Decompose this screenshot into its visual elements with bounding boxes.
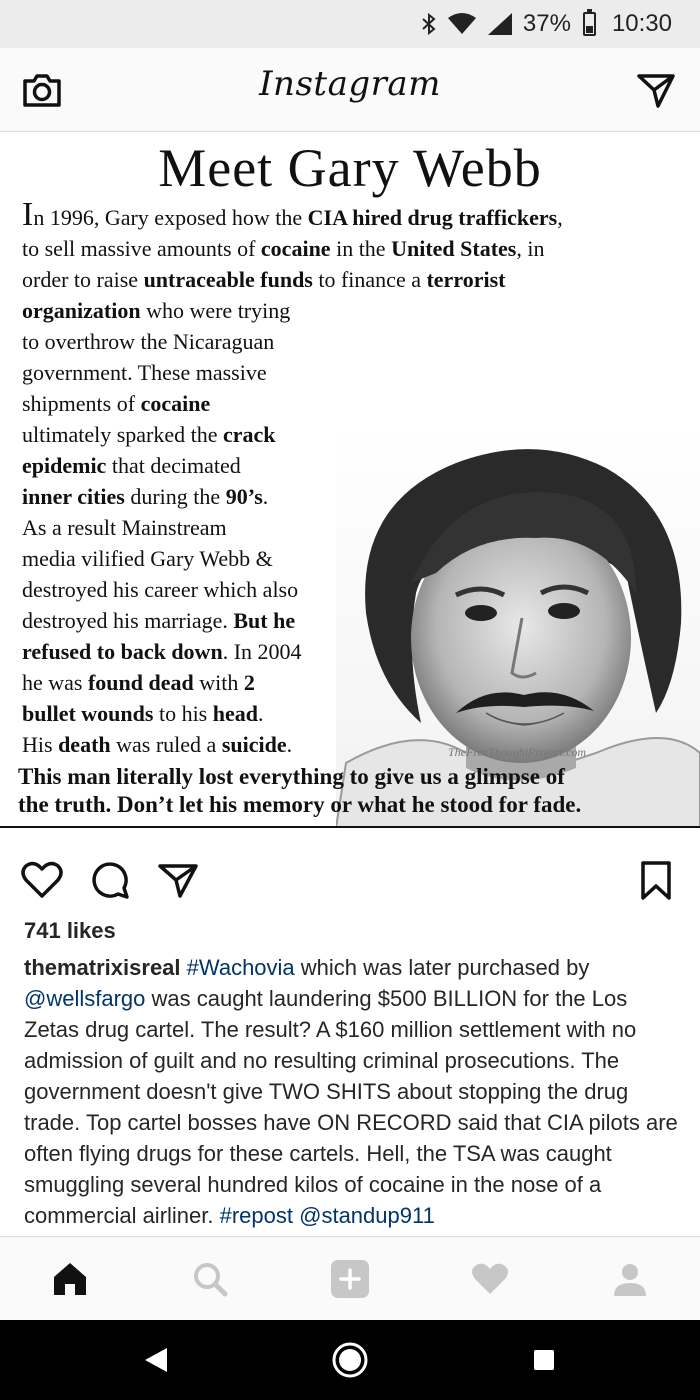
share-icon: [156, 858, 200, 902]
direct-message-button[interactable]: [636, 70, 676, 110]
nav-add[interactable]: [326, 1255, 374, 1303]
post-actions: [0, 850, 700, 906]
meme-body-line: His death was ruled a suicide.: [22, 732, 293, 757]
meme-body-line: destroyed his career which also: [22, 577, 299, 602]
heart-icon: [20, 858, 64, 902]
instagram-logo: Instagram: [259, 64, 441, 104]
meme-body-line: bullet wounds to his head.: [22, 701, 264, 726]
bookmark-button[interactable]: [634, 858, 678, 902]
home-circle-icon: [330, 1340, 370, 1380]
meme-body-line: to overthrow the Nicaraguan: [22, 329, 275, 354]
status-bar: [0, 0, 700, 48]
meme-body-line: shipments of cocaine: [22, 391, 211, 416]
recents-icon: [531, 1347, 557, 1373]
meme-footer-line: the truth. Don’t let his memory or what he stood for fade.: [18, 792, 582, 817]
system-home-button[interactable]: [330, 1340, 370, 1380]
likes-count[interactable]: 741 likes: [24, 918, 116, 943]
wifi-icon: [447, 12, 477, 36]
bookmark-icon: [634, 858, 678, 902]
direct-message-icon: [636, 70, 676, 110]
post-image[interactable]: [0, 133, 700, 828]
comment-button[interactable]: [88, 858, 132, 902]
comment-icon: [88, 858, 132, 902]
nav-search[interactable]: [186, 1255, 234, 1303]
meme-body-line: government. These massive: [22, 360, 267, 385]
meme-body-line: destroyed his marriage. But he: [22, 608, 296, 633]
clock: 10:30: [611, 10, 672, 37]
meme-body-text: [22, 196, 672, 760]
meme-title: Meet Gary Webb: [158, 138, 542, 198]
caption-link[interactable]: @wellsfargo: [24, 986, 146, 1011]
meme-body-line: epidemic that decimated: [22, 453, 241, 478]
add-icon: [330, 1259, 370, 1299]
system-back-button[interactable]: [136, 1340, 176, 1380]
caption-username[interactable]: thematrixisreal: [24, 955, 181, 980]
search-icon: [190, 1259, 230, 1299]
home-icon: [50, 1259, 90, 1299]
meme-body-line: As a result Mainstream: [22, 515, 227, 540]
battery-percent: 37%: [522, 10, 571, 37]
activity-heart-icon: [470, 1259, 510, 1299]
post-caption: [24, 952, 684, 1231]
like-button[interactable]: [20, 858, 64, 902]
meme-body-line: In 1996, Gary exposed how the CIA hired drug traffickers,: [22, 196, 563, 233]
meme-footer-text: [18, 763, 688, 819]
nav-profile[interactable]: [606, 1255, 654, 1303]
system-recents-button[interactable]: [524, 1340, 564, 1380]
nav-activity[interactable]: [466, 1255, 514, 1303]
app-header: [0, 48, 700, 132]
bluetooth-icon: [421, 12, 437, 36]
signal-icon: [487, 12, 513, 36]
system-nav-bar: [0, 1320, 700, 1400]
meme-body-line: ultimately sparked the crack: [22, 422, 276, 447]
share-button[interactable]: [156, 858, 200, 902]
watermark: TheFreeThoughtProject.com: [448, 745, 587, 759]
caption-text: which was later purchased by: [294, 955, 590, 980]
meme-body-line: order to raise untraceable funds to finance a terrorist: [22, 267, 506, 292]
nav-home[interactable]: [46, 1255, 94, 1303]
meme-body-line: inner cities during the 90’s.: [22, 484, 269, 509]
meme-body-line: to sell massive amounts of cocaine in the United States, in: [22, 236, 545, 261]
meme-body-line: media vilified Gary Webb &: [22, 546, 273, 571]
battery-icon: [583, 12, 596, 36]
bottom-nav: [0, 1236, 700, 1320]
caption-text: was caught laundering $500 BILLION for the Los Zetas drug cartel. The result? A $160 million settlement with no admission of guilt and no resulting criminal prosecutions. The government doesn't give TWO SHITS about stopping the drug trade. Top cartel bosses have ON RECORD said that CIA pilots are often flying drugs for these cartels. Hell, the TSA was caught smuggling several hundred kilos of cocaine in the nose of a commercial airliner.: [24, 986, 678, 1228]
caption-link[interactable]: #repost: [219, 1203, 293, 1228]
back-icon: [143, 1346, 169, 1374]
meme-body-line: organization who were trying: [22, 298, 291, 323]
caption-link[interactable]: #Wachovia: [186, 955, 295, 980]
meme-footer-line: This man literally lost everything to give us a glimpse of: [18, 764, 565, 789]
profile-icon: [610, 1259, 650, 1299]
caption-link[interactable]: @standup911: [299, 1203, 435, 1228]
meme-body-line: he was found dead with 2: [22, 670, 255, 695]
meme-body-line: refused to back down. In 2004: [22, 639, 302, 664]
